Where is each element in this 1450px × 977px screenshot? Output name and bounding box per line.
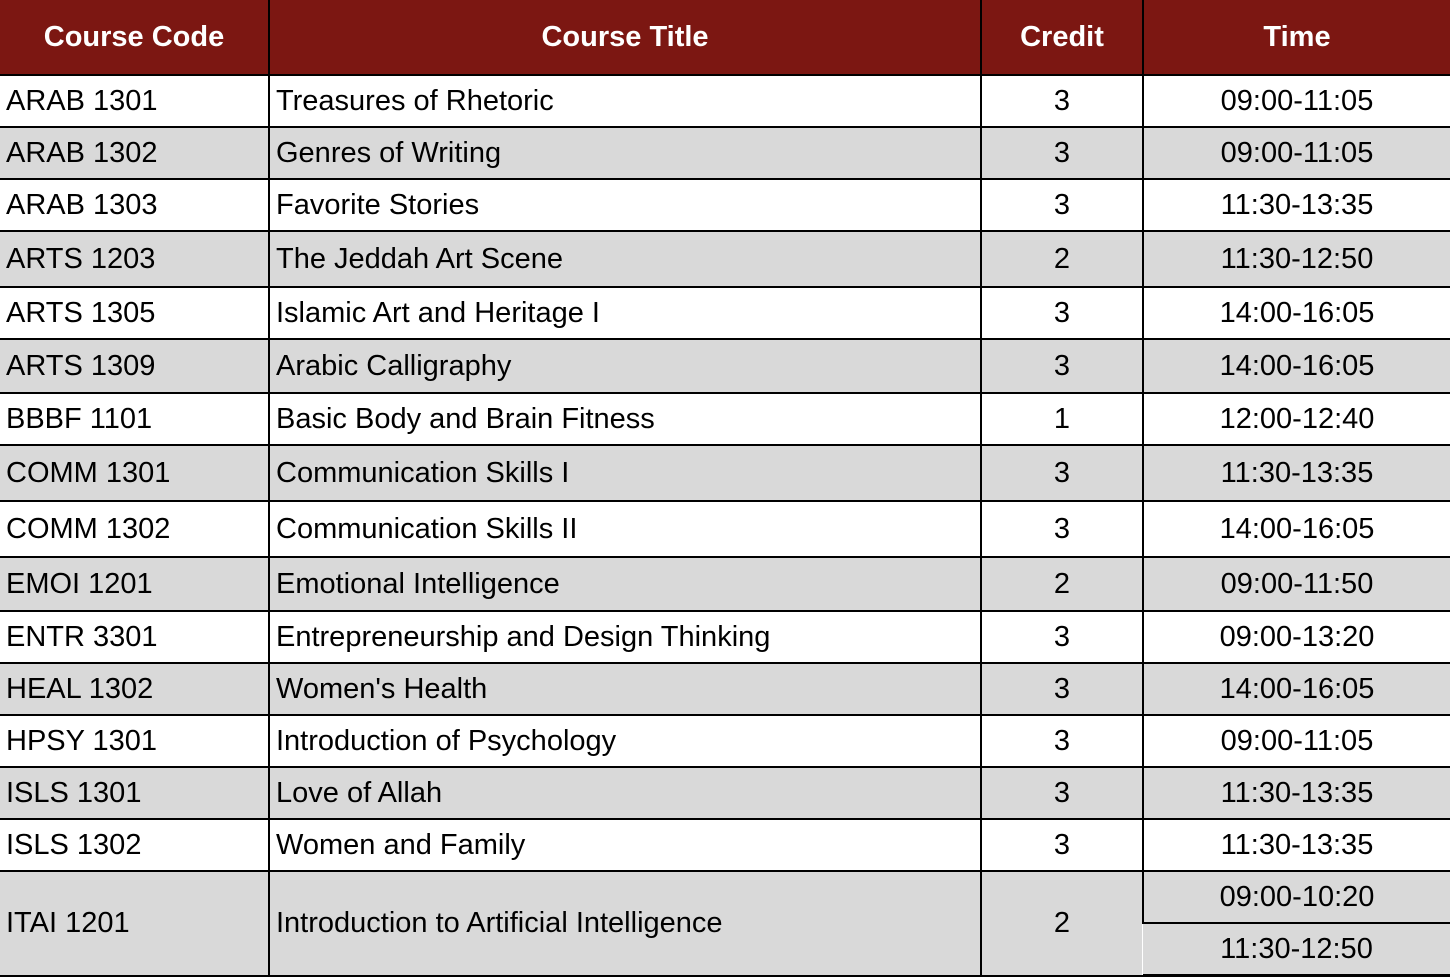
course-title: Communication Skills I — [269, 445, 981, 501]
course-code: ARTS 1305 — [0, 287, 269, 339]
table-row — [0, 339, 1450, 393]
course-credit: 3 — [981, 715, 1143, 767]
course-credit: 3 — [981, 819, 1143, 871]
course-code: COMM 1302 — [0, 501, 269, 557]
course-credit: 3 — [981, 287, 1143, 339]
header-time: Time — [1143, 0, 1450, 75]
course-code: ISLS 1301 — [0, 767, 269, 819]
course-code: ARAB 1301 — [0, 75, 269, 127]
table-row — [0, 557, 1450, 611]
course-title: Communication Skills II — [269, 501, 981, 557]
course-title: The Jeddah Art Scene — [269, 231, 981, 287]
course-time: 11:30-13:35 — [1143, 767, 1450, 819]
course-credit: 2 — [981, 231, 1143, 287]
course-credit: 3 — [981, 445, 1143, 501]
course-time: 09:00-11:50 — [1143, 557, 1450, 611]
course-title: Islamic Art and Heritage I — [269, 287, 981, 339]
course-credit: 2 — [981, 871, 1143, 976]
table-row — [0, 611, 1450, 663]
course-time: 14:00-16:05 — [1143, 501, 1450, 557]
table-row — [0, 179, 1450, 231]
table-row — [0, 445, 1450, 501]
course-credit: 3 — [981, 179, 1143, 231]
course-credit: 3 — [981, 611, 1143, 663]
course-time: 11:30-13:35 — [1143, 179, 1450, 231]
course-time: 12:00-12:40 — [1143, 393, 1450, 445]
course-code: ARTS 1309 — [0, 339, 269, 393]
header-row — [0, 0, 1450, 75]
course-time: 11:30-12:50 — [1143, 923, 1450, 976]
course-credit: 2 — [981, 557, 1143, 611]
course-time: 11:30-12:50 — [1143, 231, 1450, 287]
table-row — [0, 767, 1450, 819]
course-title: Entrepreneurship and Design Thinking — [269, 611, 981, 663]
course-code: ARAB 1302 — [0, 127, 269, 179]
table-row — [0, 715, 1450, 767]
table-row — [0, 231, 1450, 287]
course-credit: 3 — [981, 767, 1143, 819]
course-credit: 3 — [981, 339, 1143, 393]
course-credit: 3 — [981, 127, 1143, 179]
course-title: Women and Family — [269, 819, 981, 871]
course-time: 09:00-11:05 — [1143, 127, 1450, 179]
table-row — [0, 871, 1450, 923]
header-course-title: Course Title — [269, 0, 981, 75]
course-title: Basic Body and Brain Fitness — [269, 393, 981, 445]
course-code: EMOI 1201 — [0, 557, 269, 611]
course-code: COMM 1301 — [0, 445, 269, 501]
course-credit: 1 — [981, 393, 1143, 445]
course-code: ISLS 1302 — [0, 819, 269, 871]
table-row — [0, 819, 1450, 871]
table-row — [0, 501, 1450, 557]
course-code: BBBF 1101 — [0, 393, 269, 445]
course-title: Women's Health — [269, 663, 981, 715]
course-title: Introduction of Psychology — [269, 715, 981, 767]
course-code: HEAL 1302 — [0, 663, 269, 715]
course-code: HPSY 1301 — [0, 715, 269, 767]
course-title: Arabic Calligraphy — [269, 339, 981, 393]
table-row — [0, 287, 1450, 339]
course-time: 14:00-16:05 — [1143, 339, 1450, 393]
table-row — [0, 75, 1450, 127]
course-code: ITAI 1201 — [0, 871, 269, 976]
course-title: Genres of Writing — [269, 127, 981, 179]
course-title: Introduction to Artificial Intelligence — [269, 871, 981, 976]
course-title: Emotional Intelligence — [269, 557, 981, 611]
course-credit: 3 — [981, 663, 1143, 715]
course-credit: 3 — [981, 75, 1143, 127]
course-title: Love of Allah — [269, 767, 981, 819]
course-time: 14:00-16:05 — [1143, 663, 1450, 715]
course-time: 09:00-13:20 — [1143, 611, 1450, 663]
course-time: 09:00-11:05 — [1143, 715, 1450, 767]
course-code: ARTS 1203 — [0, 231, 269, 287]
header-credit: Credit — [981, 0, 1143, 75]
course-credit: 3 — [981, 501, 1143, 557]
course-time: 09:00-11:05 — [1143, 75, 1450, 127]
table-row — [0, 663, 1450, 715]
course-time: 11:30-13:35 — [1143, 445, 1450, 501]
course-time: 14:00-16:05 — [1143, 287, 1450, 339]
course-title: Favorite Stories — [269, 179, 981, 231]
course-code: ARAB 1303 — [0, 179, 269, 231]
header-course-code: Course Code — [0, 0, 269, 75]
course-time: 11:30-13:35 — [1143, 819, 1450, 871]
table-row — [0, 127, 1450, 179]
course-title: Treasures of Rhetoric — [269, 75, 981, 127]
course-code: ENTR 3301 — [0, 611, 269, 663]
table-row — [0, 393, 1450, 445]
course-time: 09:00-10:20 — [1143, 871, 1450, 923]
